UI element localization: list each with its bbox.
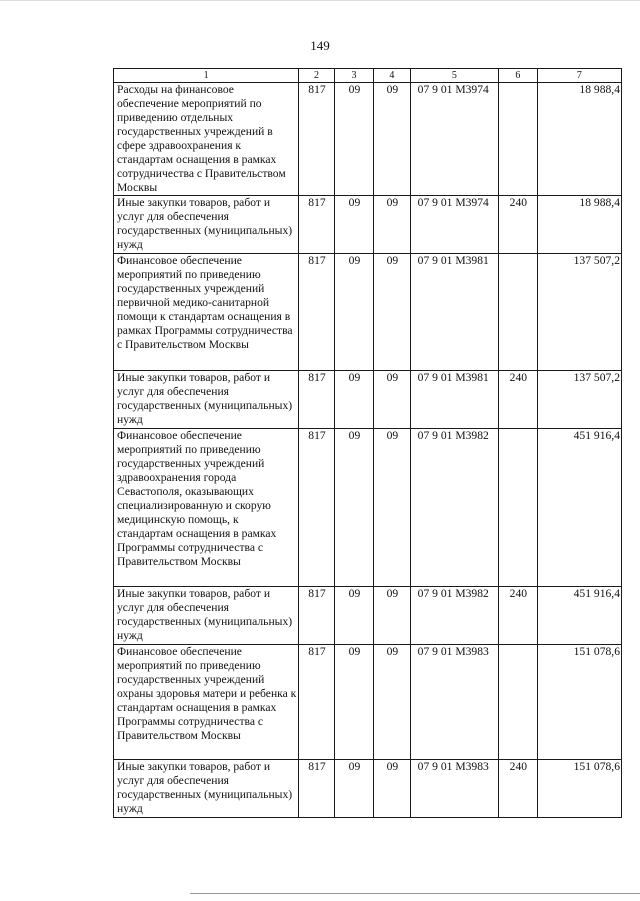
row-col5: 07 9 01 М3974 xyxy=(410,83,498,196)
row-col4: 09 xyxy=(374,760,410,818)
table-row xyxy=(114,254,622,371)
header-col-2: 2 xyxy=(299,69,334,83)
row-col5: 07 9 01 М3983 xyxy=(410,760,498,818)
row-col5: 07 9 01 М3982 xyxy=(410,587,498,645)
row-col6 xyxy=(499,429,538,587)
row-name: Расходы на финансовое обеспечение мероприятий по приведению отдельных государственных учреждений в сфере здравоохранения к стандартам оснащения в рамках сотрудничества с Правительством Москвы xyxy=(114,83,299,196)
header-col-3: 3 xyxy=(334,69,374,83)
row-name: Финансовое обеспечение мероприятий по приведению государственных учреждений охраны здоровья матери и ребенка к стандартам оснащения в рамках Программы сотрудничества с Правительством Москвы xyxy=(114,645,299,760)
row-col6: 240 xyxy=(499,587,538,645)
row-name: Иные закупки товаров, работ и услуг для обеспечения государственных (муниципальных) нужд xyxy=(114,371,299,429)
table-row xyxy=(114,587,622,645)
row-col3: 09 xyxy=(334,760,374,818)
table-row xyxy=(114,760,622,818)
header-col-5: 5 xyxy=(410,69,498,83)
table-row xyxy=(114,83,622,196)
row-col6: 240 xyxy=(499,196,538,254)
row-name: Финансовое обеспечение мероприятий по приведению государственных учреждений первичной медико-санитарной помощи к стандартам оснащения в рамках Программы сотрудничества с Правительством Москвы xyxy=(114,254,299,371)
row-col3: 09 xyxy=(334,429,374,587)
table-row xyxy=(114,196,622,254)
table-row xyxy=(114,429,622,587)
budget-table xyxy=(113,68,622,818)
header-col-6: 6 xyxy=(499,69,538,83)
row-name: Финансовое обеспечение мероприятий по приведению государственных учреждений здравоохранения города Севастополя, оказывающих специализированную и скорую медицинскую помощь, к стандартам оснащения в рамках Программы сотрудничества с Правительством Москвы xyxy=(114,429,299,587)
row-col6 xyxy=(499,645,538,760)
row-col7: 18 988,4 xyxy=(537,83,621,196)
page-top-edge xyxy=(0,0,640,1)
row-col3: 09 xyxy=(334,83,374,196)
row-col4: 09 xyxy=(374,645,410,760)
row-col5: 07 9 01 М3974 xyxy=(410,196,498,254)
row-col2: 817 xyxy=(299,760,334,818)
table-row xyxy=(114,645,622,760)
row-col4: 09 xyxy=(374,254,410,371)
row-col6: 240 xyxy=(499,760,538,818)
row-col3: 09 xyxy=(334,371,374,429)
row-col4: 09 xyxy=(374,371,410,429)
row-col5: 07 9 01 М3983 xyxy=(410,645,498,760)
row-col2: 817 xyxy=(299,371,334,429)
header-col-7: 7 xyxy=(537,69,621,83)
row-col7: 18 988,4 xyxy=(537,196,621,254)
row-col2: 817 xyxy=(299,196,334,254)
row-col3: 09 xyxy=(334,196,374,254)
row-col7: 137 507,2 xyxy=(537,254,621,371)
page-number: 149 xyxy=(310,38,330,53)
header-col-4: 4 xyxy=(374,69,410,83)
row-col3: 09 xyxy=(334,254,374,371)
row-col5: 07 9 01 М3981 xyxy=(410,254,498,371)
row-col7: 151 078,6 xyxy=(537,645,621,760)
row-col7: 151 078,6 xyxy=(537,760,621,818)
row-col2: 817 xyxy=(299,645,334,760)
row-col4: 09 xyxy=(374,429,410,587)
row-col3: 09 xyxy=(334,587,374,645)
row-col4: 09 xyxy=(374,587,410,645)
row-col6 xyxy=(499,83,538,196)
row-col4: 09 xyxy=(374,83,410,196)
row-col2: 817 xyxy=(299,429,334,587)
header-col-1: 1 xyxy=(114,69,299,83)
footer-rule xyxy=(190,893,640,894)
row-col6 xyxy=(499,254,538,371)
row-col2: 817 xyxy=(299,587,334,645)
row-col4: 09 xyxy=(374,196,410,254)
row-name: Иные закупки товаров, работ и услуг для обеспечения государственных (муниципальных) нужд xyxy=(114,760,299,818)
row-col5: 07 9 01 М3981 xyxy=(410,371,498,429)
table-row xyxy=(114,371,622,429)
row-col5: 07 9 01 М3982 xyxy=(410,429,498,587)
row-col2: 817 xyxy=(299,83,334,196)
row-name: Иные закупки товаров, работ и услуг для обеспечения государственных (муниципальных) нужд xyxy=(114,196,299,254)
row-col7: 451 916,4 xyxy=(537,587,621,645)
row-col3: 09 xyxy=(334,645,374,760)
row-col7: 137 507,2 xyxy=(537,371,621,429)
header-row xyxy=(114,69,622,83)
row-col2: 817 xyxy=(299,254,334,371)
row-name: Иные закупки товаров, работ и услуг для обеспечения государственных (муниципальных) нужд xyxy=(114,587,299,645)
row-col6: 240 xyxy=(499,371,538,429)
row-col7: 451 916,4 xyxy=(537,429,621,587)
